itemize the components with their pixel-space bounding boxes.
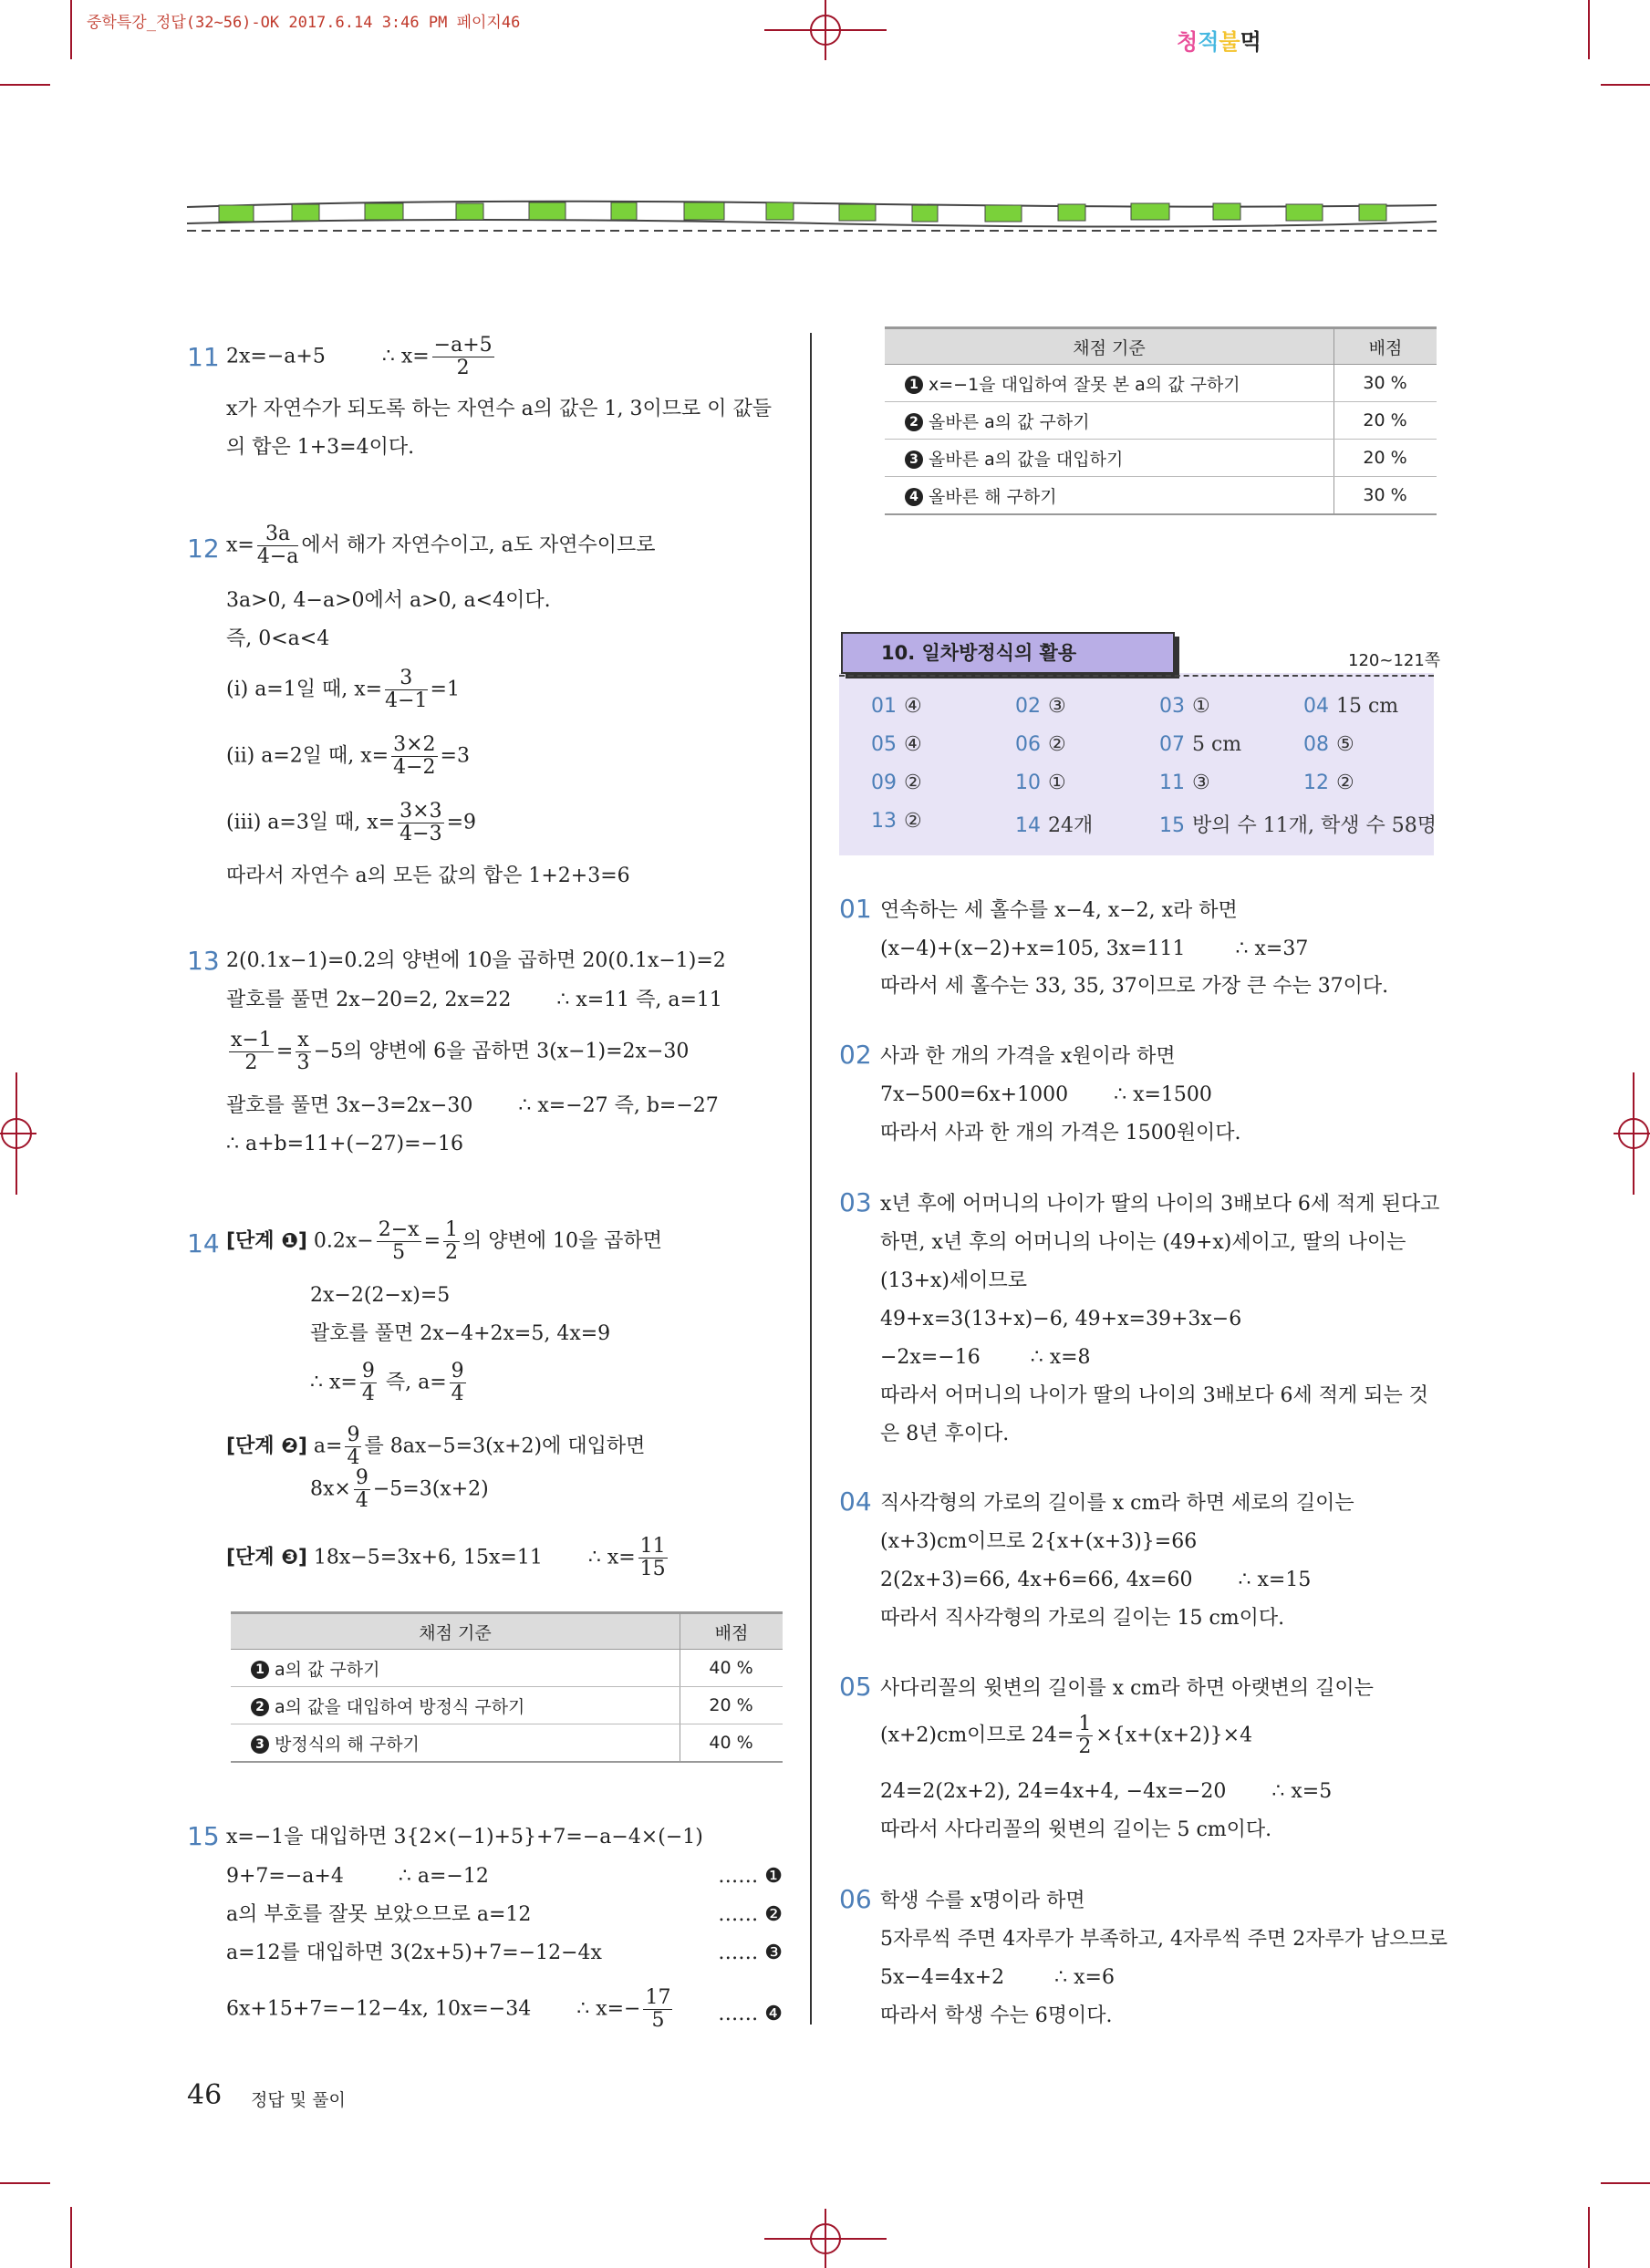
step-marker: 1 bbox=[251, 1661, 269, 1679]
points-cell: 20 % bbox=[680, 1687, 783, 1724]
solution-05-number: 05 bbox=[839, 1672, 872, 1702]
problem-14-step1-line3: 괄호를 풀면 2x−4+2x=5, 4x=9 bbox=[310, 1322, 611, 1345]
points-cell: 20 % bbox=[1334, 402, 1437, 440]
solution-05-line3: 24=2(2x+2), 24=4x+4, −4x=−20 ∴ x=5 bbox=[880, 1780, 1333, 1803]
points-cell: 30 % bbox=[1334, 477, 1437, 515]
solution-02-line3: 따라서 사과 한 개의 가격은 1500원이다. bbox=[880, 1122, 1241, 1144]
answer-number: 10 bbox=[1015, 772, 1041, 794]
problem-12-line2: 3a>0, 4−a>0에서 a>0, a<4이다. bbox=[226, 589, 551, 612]
problem-14-step1: [단계 ❶] 0.2x− $\frac{2-x}{5}$ = $\frac{1}{2}$ 의 양변에 10을 곱하면 bbox=[226, 1218, 663, 1264]
problem-15-line4: a=12를 대입하면 3(2x+5)+7=−12−4x …… ❸ bbox=[226, 1942, 783, 1964]
table-row bbox=[231, 1687, 783, 1724]
problem-11-line3: 의 합은 1+3=4이다. bbox=[226, 436, 415, 459]
solution-03-line1: x년 후에 어머니의 나이가 딸의 나이의 3배보다 6세 적게 된다고 bbox=[880, 1193, 1440, 1216]
answer-value: ⑤ bbox=[1336, 733, 1354, 756]
solution-01-line2: (x−4)+(x−2)+x=105, 3x=111 ∴ x=37 bbox=[880, 937, 1309, 960]
answer-number: 05 bbox=[871, 733, 897, 756]
answer-value: ② bbox=[1048, 733, 1066, 756]
solution-06-line2: 5자루씩 주면 4자루가 부족하고, 4자루씩 주면 2자루가 남으므로 bbox=[880, 1928, 1448, 1951]
criteria-cell bbox=[231, 1687, 680, 1724]
problem-14-number: 14 bbox=[187, 1228, 220, 1258]
problem-14-step2: [단계 ❷] a= $\frac{9}{4}$ 를 8ax−5=3(x+2)에 대입하면 bbox=[226, 1424, 646, 1469]
problem-12-case3: (ⅲ) a=3일 때, x= $\frac{3\times 3}{4-3}$ =9 bbox=[226, 800, 477, 845]
section-pages: 120~121쪽 bbox=[1348, 651, 1441, 670]
solution-02-line1: 사과 한 개의 가격을 x원이라 하면 bbox=[880, 1045, 1176, 1068]
answer-number: 13 bbox=[871, 810, 897, 833]
answer-item bbox=[1159, 733, 1241, 756]
step-marker: 4 bbox=[905, 488, 923, 506]
scoring-table-15 bbox=[885, 326, 1437, 515]
table-row bbox=[885, 477, 1437, 515]
solution-01-line1: 연속하는 세 홀수를 x−4, x−2, x라 하면 bbox=[880, 899, 1238, 922]
step-marker: 1 bbox=[905, 376, 923, 394]
criteria-cell bbox=[231, 1650, 680, 1687]
solution-05-line1: 사다리꼴의 윗변의 길이를 x cm라 하면 아랫변의 길이는 bbox=[880, 1677, 1374, 1700]
answer-number: 01 bbox=[871, 695, 897, 718]
solution-04-line1: 직사각형의 가로의 길이를 x cm라 하면 세로의 길이는 bbox=[880, 1492, 1354, 1515]
problem-11-line2: x가 자연수가 되도록 하는 자연수 a의 값은 1, 3이므로 이 값들 bbox=[226, 398, 772, 420]
answer-number: 08 bbox=[1303, 733, 1329, 756]
criteria-text: 올바른 해 구하기 bbox=[929, 486, 1057, 507]
problem-13-number: 13 bbox=[187, 946, 220, 976]
answer-value: ③ bbox=[1048, 695, 1066, 718]
answer-number: 15 bbox=[1159, 814, 1185, 837]
problem-15-line5: 6x+15+7=−12−4x, 10x=−34 ∴ x=− $\frac{17}{5}$ …… ❹ bbox=[226, 1986, 783, 2032]
criteria-text: 방정식의 해 구하기 bbox=[275, 1734, 420, 1755]
col-points: 배점 bbox=[1334, 328, 1437, 365]
answer-item bbox=[1159, 810, 1437, 838]
solution-03-line7: 은 8년 후이다. bbox=[880, 1423, 1010, 1445]
problem-13-line3: $\frac{x-1}{2}$ = $\frac{x}{3}$ −5의 양변에 6을 곱하면 3(x−1)=2x−30 bbox=[231, 1029, 690, 1074]
answer-item bbox=[871, 772, 922, 794]
footer-label: 정답 및 풀이 bbox=[251, 2090, 346, 2110]
brand-letter: 불 bbox=[1219, 29, 1240, 55]
answer-item bbox=[871, 695, 922, 718]
answer-value: 24개 bbox=[1048, 814, 1094, 837]
criteria-cell bbox=[885, 477, 1334, 515]
answer-number: 12 bbox=[1303, 772, 1329, 794]
solution-06-line1: 학생 수를 x명이라 하면 bbox=[880, 1890, 1085, 1912]
step-marker: 2 bbox=[251, 1698, 269, 1716]
decorative-band bbox=[182, 196, 1441, 234]
answer-item bbox=[871, 733, 922, 756]
solution-06-line3: 5x−4=4x+2 ∴ x=6 bbox=[880, 1966, 1115, 1989]
problem-15-line3: a의 부호를 잘못 보았으므로 a=12 …… ❷ bbox=[226, 1903, 783, 1926]
col-criteria: 채점 기준 bbox=[231, 1613, 680, 1650]
solution-03-number: 03 bbox=[839, 1187, 872, 1217]
answer-item bbox=[1015, 695, 1066, 718]
points-cell: 40 % bbox=[680, 1724, 783, 1763]
solution-02-number: 02 bbox=[839, 1040, 872, 1070]
solution-06-number: 06 bbox=[839, 1884, 872, 1914]
answer-value: ① bbox=[1048, 772, 1066, 794]
answer-item bbox=[1015, 810, 1093, 838]
answer-item bbox=[1015, 772, 1066, 794]
answer-number: 07 bbox=[1159, 733, 1185, 756]
answer-value: 15 cm bbox=[1336, 695, 1399, 718]
problem-14-step2-line2: 8x× $\frac{9}{4}$ −5=3(x+2) bbox=[310, 1466, 489, 1512]
answer-value: ② bbox=[1336, 772, 1354, 794]
section-title: 10. 일차방정식의 활용 bbox=[881, 642, 1077, 664]
solution-03-line4: 49+x=3(13+x)−6, 49+x=39+3x−6 bbox=[880, 1308, 1242, 1331]
criteria-text: 올바른 a의 값을 대입하기 bbox=[929, 449, 1124, 470]
problem-13-line4: 괄호를 풀면 3x−3=2x−30 ∴ x=−27 즉, b=−27 bbox=[226, 1094, 719, 1117]
answer-item bbox=[871, 810, 922, 833]
brand-letter: 적 bbox=[1198, 29, 1219, 55]
points-cell: 30 % bbox=[1334, 365, 1437, 402]
problem-12-case1: (ⅰ) a=1일 때, x= $\frac{3}{4-1}$ =1 bbox=[226, 667, 460, 712]
answer-number: 02 bbox=[1015, 695, 1041, 718]
answer-item bbox=[1303, 733, 1354, 756]
step-marker: 3 bbox=[251, 1735, 269, 1754]
answer-value: ③ bbox=[1192, 772, 1210, 794]
solution-03-line6: 따라서 어머니의 나이가 딸의 나이의 3배보다 6세 적게 되는 것 bbox=[880, 1384, 1428, 1407]
problem-12-line1: x= $\frac{3a}{4-a}$ 에서 해가 자연수이고, a도 자연수이므로 bbox=[226, 523, 656, 568]
problem-15-line2: 9+7=−a+4 ∴ a=−12 …… ❶ bbox=[226, 1865, 783, 1888]
step-marker: 2 bbox=[905, 413, 923, 431]
solution-04-line3: 2(2x+3)=66, 4x+6=66, 4x=60 ∴ x=15 bbox=[880, 1569, 1312, 1591]
file-info: 중학특강_정답(32~56)-OK 2017.6.14 3:46 PM 페이지46 bbox=[87, 14, 521, 32]
problem-14-step3: [단계 ❸] 18x−5=3x+6, 15x=11 ∴ x= $\frac{11}{15}$ bbox=[226, 1535, 666, 1580]
problem-14-step1-line2: 2x−2(2−x)=5 bbox=[310, 1284, 451, 1307]
problem-14-step1-line4: ∴ x= $\frac{9}{4}$ 즉, a= $\frac{9}{4}$ bbox=[310, 1360, 464, 1405]
brand-logo bbox=[1177, 24, 1261, 56]
brand-letter: 먹 bbox=[1240, 29, 1261, 55]
solution-06-line4: 따라서 학생 수는 6명이다. bbox=[880, 2004, 1113, 2027]
step-marker: 3 bbox=[905, 450, 923, 469]
answer-number: 04 bbox=[1303, 695, 1329, 718]
table-row bbox=[231, 1724, 783, 1763]
section-divider bbox=[839, 675, 1434, 677]
answer-item bbox=[1303, 772, 1354, 794]
answer-item bbox=[1015, 733, 1066, 756]
answer-number: 06 bbox=[1015, 733, 1041, 756]
solution-01-number: 01 bbox=[839, 894, 872, 924]
criteria-text: a의 값 구하기 bbox=[275, 1659, 380, 1680]
solution-04-line4: 따라서 직사각형의 가로의 길이는 15 cm이다. bbox=[880, 1607, 1285, 1630]
solution-03-line2: 하면, x년 후의 어머니의 나이는 (49+x)세이고, 딸의 나이는 bbox=[880, 1231, 1406, 1254]
answer-value: ② bbox=[904, 772, 922, 794]
criteria-text: a의 값을 대입하여 방정식 구하기 bbox=[275, 1696, 525, 1717]
answer-number: 09 bbox=[871, 772, 897, 794]
problem-11-line1: 2x=−a+5 ∴ x= $\frac{-a+5}{2}$ bbox=[226, 334, 493, 379]
answer-value: 방의 수 11개, 학생 수 58명 bbox=[1192, 814, 1437, 837]
answer-value: ④ bbox=[904, 695, 922, 718]
solution-02-line2: 7x−500=6x+1000 ∴ x=1500 bbox=[880, 1083, 1212, 1106]
problem-12-case2: (ⅱ) a=2일 때, x= $\frac{3\times 2}{4-2}$ =3 bbox=[226, 733, 470, 779]
answer-value: ② bbox=[904, 810, 922, 833]
answer-item bbox=[1159, 772, 1210, 794]
answer-number: 03 bbox=[1159, 695, 1185, 718]
scoring-table-14 bbox=[231, 1611, 783, 1763]
problem-11-number: 11 bbox=[187, 342, 220, 372]
problem-13-line5: ∴ a+b=11+(−27)=−16 bbox=[226, 1133, 463, 1155]
points-cell: 40 % bbox=[680, 1650, 783, 1687]
solution-04-number: 04 bbox=[839, 1486, 872, 1517]
column-divider bbox=[810, 333, 812, 2025]
solution-04-line2: (x+3)cm이므로 2{x+(x+3)}=66 bbox=[880, 1530, 1198, 1553]
answer-number: 14 bbox=[1015, 814, 1041, 837]
answer-item bbox=[1159, 695, 1210, 718]
problem-12-number: 12 bbox=[187, 533, 220, 564]
problem-15-number: 15 bbox=[187, 1821, 220, 1851]
answer-item bbox=[1303, 695, 1398, 718]
solution-05-line4: 따라서 사다리꼴의 윗변의 길이는 5 cm이다. bbox=[880, 1818, 1272, 1841]
criteria-cell bbox=[885, 440, 1334, 477]
solution-03-line3: (13+x)세이므로 bbox=[880, 1269, 1028, 1292]
table-row bbox=[231, 1650, 783, 1687]
table-row bbox=[885, 365, 1437, 402]
answer-value: ① bbox=[1192, 695, 1210, 718]
brand-letter: 청 bbox=[1177, 29, 1199, 55]
criteria-text: x=−1을 대입하여 잘못 본 a의 값 구하기 bbox=[929, 374, 1240, 395]
problem-13-line1: 2(0.1x−1)=0.2의 양변에 10을 곱하면 20(0.1x−1)=2 bbox=[226, 949, 726, 972]
table-row bbox=[885, 402, 1437, 440]
criteria-cell bbox=[885, 365, 1334, 402]
criteria-text: 올바른 a의 값 구하기 bbox=[929, 411, 1090, 432]
problem-13-line2: 괄호를 풀면 2x−20=2, 2x=22 ∴ x=11 즉, a=11 bbox=[226, 989, 722, 1011]
page-number: 46 bbox=[187, 2079, 223, 2111]
criteria-cell bbox=[231, 1724, 680, 1763]
problem-12-line4: 따라서 자연수 a의 모든 값의 합은 1+2+3=6 bbox=[226, 865, 630, 887]
points-cell: 20 % bbox=[1334, 440, 1437, 477]
criteria-cell bbox=[885, 402, 1334, 440]
solution-05-line2: (x+2)cm이므로 24= $\frac{1}{2}$ ×{x+(x+2)}×4 bbox=[880, 1713, 1253, 1758]
answer-value: ④ bbox=[904, 733, 922, 756]
problem-15-line1: x=−1을 대입하면 3{2×(−1)+5}+7=−a−4×(−1) bbox=[226, 1826, 703, 1849]
solution-01-line3: 따라서 세 홀수는 33, 35, 37이므로 가장 큰 수는 37이다. bbox=[880, 975, 1389, 998]
answer-value: 5 cm bbox=[1192, 733, 1242, 756]
table-row bbox=[885, 440, 1437, 477]
answer-number: 11 bbox=[1159, 772, 1185, 794]
problem-12-line3: 즉, 0<a<4 bbox=[226, 627, 330, 650]
col-criteria: 채점 기준 bbox=[885, 328, 1334, 365]
solution-03-line5: −2x=−16 ∴ x=8 bbox=[880, 1346, 1091, 1369]
col-points: 배점 bbox=[680, 1613, 783, 1650]
